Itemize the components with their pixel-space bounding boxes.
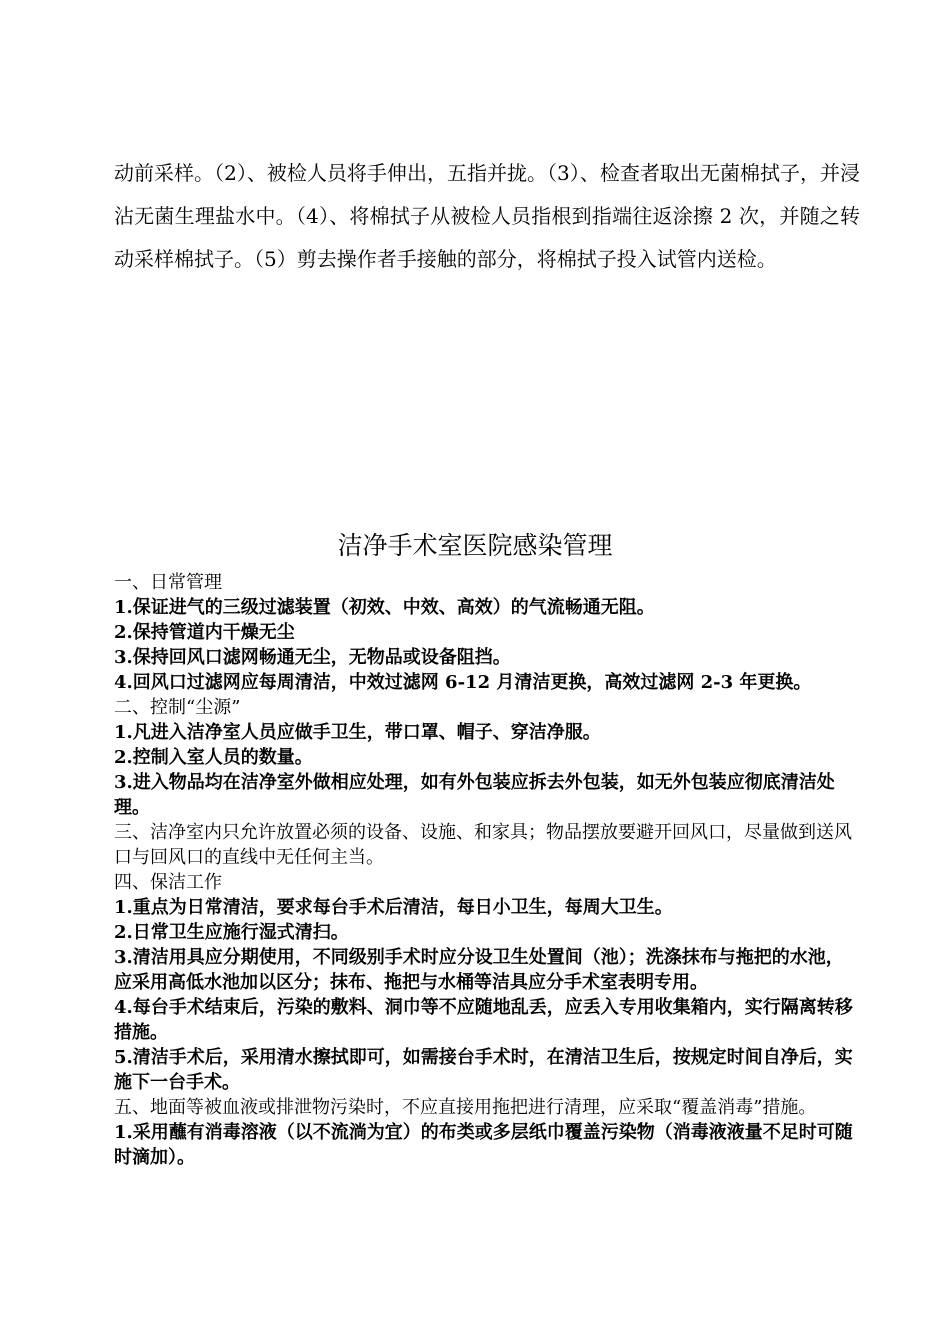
list-item: 2.控制入室人员的数量。 <box>114 747 313 768</box>
list-item: 4.回风口过滤网应每周清洁，中效过滤网 6-12 月清洁更换，高效过滤网 2-3 年更换。 <box>114 672 812 693</box>
list-item: 1.凡进入洁净室人员应做手卫生，带口罩、帽子、穿洁净服。 <box>114 722 601 743</box>
list-item: 5.清洁手术后，采用清水擦拭即可，如需接台手术时，在清洁卫生后，按规定时间自净后，实施下一台手术。 <box>114 1047 853 1093</box>
list-item: 1.采用蘸有消毒溶液（以不流淌为宜）的布类或多层纸巾覆盖污染物（消毒液液量不足时可随时滴加）。 <box>114 1122 853 1168</box>
list-item: 1.保证进气的三级过滤装置（初效、中效、高效）的气流畅通无阻。 <box>114 597 655 618</box>
intro-paragraph: 动前采样。（2）、被检人员将手伸出，五指并拢。（3）、检查者取出无菌棉拭子，并浸沾无菌生理盐水中。（4）、将棉拭子从被检人员指根到指端往返涂擦 2 次，并随之转动采样棉拭子。（5）剪去操作者手接触的部分，将棉拭子投入试管内送检。 <box>114 161 860 271</box>
heading-room-furnishing: 三、洁净室内只允许放置必须的设备、设施、和家具；物品摆放要避开回风口，尽量做到送风口与回风口的直线中无任何主当。 <box>114 822 852 868</box>
list-item: 4.每台手术结束后，污染的敷料、洞巾等不应随地乱丢，应丢入专用收集箱内，实行隔离转移措施。 <box>114 997 853 1043</box>
heading-contamination: 五、地面等被血液或排泄物污染时，不应直接用拖把进行清理，应采取“覆盖消毒”措施。 <box>114 1097 817 1118</box>
heading-cleaning-work: 四、保洁工作 <box>114 872 222 893</box>
section-title: 洁净手术室医院感染管理 <box>337 531 613 560</box>
list-item: 3.保持回风口滤网畅通无尘，无物品或设备阻挡。 <box>114 647 511 668</box>
heading-daily-management: 一、日常管理 <box>114 572 222 593</box>
body-text <box>114 570 860 1170</box>
list-item: 2.保持管道内干燥无尘 <box>114 622 295 643</box>
list-item: 1.重点为日常清洁，要求每台手术后清洁，每日小卫生，每周大卫生。 <box>114 897 673 918</box>
list-item: 3.清洁用具应分期使用，不同级别手术时应分设卫生处置间（池）；洗涤抹布与拖把的水池，应采用高低水池加以区分；抹布、拖把与水桶等洁具应分手术室表明专用。 <box>114 947 844 993</box>
heading-dust-control: 二、控制“尘源” <box>114 697 241 718</box>
list-item: 3.进入物品均在洁净室外做相应处理，如有外包装应拆去外包装，如无外包装应彻底清洁处理。 <box>114 772 835 818</box>
list-item: 2.日常卫生应施行湿式清扫。 <box>114 922 349 943</box>
